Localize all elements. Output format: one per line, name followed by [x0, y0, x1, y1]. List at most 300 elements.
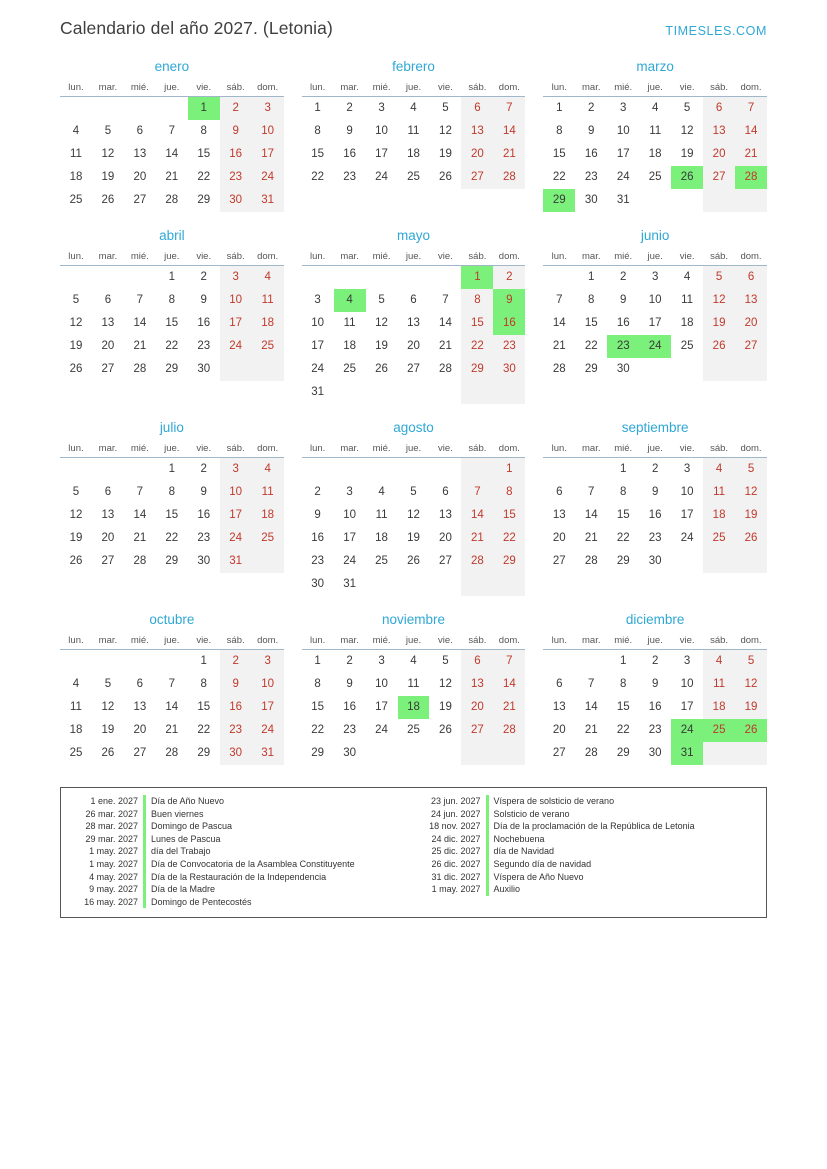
day-cell[interactable] [366, 504, 398, 527]
day-cell[interactable] [188, 650, 220, 674]
day-cell[interactable] [156, 481, 188, 504]
day-cell[interactable] [461, 650, 493, 674]
day-cell[interactable] [124, 504, 156, 527]
day-cell[interactable] [493, 719, 525, 742]
day-cell[interactable] [543, 673, 575, 696]
day-cell[interactable] [302, 673, 334, 696]
day-cell[interactable] [639, 120, 671, 143]
day-cell[interactable] [493, 696, 525, 719]
day-cell[interactable] [60, 719, 92, 742]
day-cell[interactable] [639, 527, 671, 550]
day-cell[interactable] [543, 527, 575, 550]
day-cell[interactable] [493, 358, 525, 381]
day-cell[interactable] [252, 527, 284, 550]
day-cell[interactable] [671, 696, 703, 719]
day-cell[interactable] [188, 97, 220, 121]
day-cell[interactable] [366, 481, 398, 504]
day-cell[interactable] [252, 120, 284, 143]
day-cell[interactable] [493, 266, 525, 290]
day-cell[interactable] [302, 742, 334, 765]
day-cell[interactable] [429, 166, 461, 189]
day-cell[interactable] [124, 358, 156, 381]
day-cell[interactable] [92, 358, 124, 381]
day-cell[interactable] [429, 289, 461, 312]
day-cell[interactable] [493, 166, 525, 189]
day-cell[interactable] [429, 696, 461, 719]
site-brand[interactable]: TIMESLES.COM [665, 24, 767, 38]
day-cell[interactable] [671, 527, 703, 550]
day-cell[interactable] [429, 120, 461, 143]
day-cell[interactable] [92, 527, 124, 550]
day-cell[interactable] [60, 481, 92, 504]
day-cell[interactable] [671, 312, 703, 335]
day-cell[interactable] [252, 481, 284, 504]
day-cell[interactable] [220, 650, 252, 674]
day-cell[interactable] [575, 696, 607, 719]
day-cell[interactable] [124, 120, 156, 143]
day-cell[interactable] [607, 335, 639, 358]
day-cell[interactable] [220, 550, 252, 573]
day-cell[interactable] [543, 719, 575, 742]
day-cell[interactable] [302, 481, 334, 504]
day-cell[interactable] [188, 289, 220, 312]
day-cell[interactable] [735, 696, 767, 719]
day-cell[interactable] [252, 143, 284, 166]
day-cell[interactable] [334, 335, 366, 358]
day-cell[interactable] [607, 289, 639, 312]
day-cell[interactable] [703, 458, 735, 482]
day-cell[interactable] [607, 97, 639, 121]
day-cell[interactable] [639, 266, 671, 290]
day-cell[interactable] [156, 696, 188, 719]
day-cell[interactable] [156, 358, 188, 381]
day-cell[interactable] [302, 504, 334, 527]
day-cell[interactable] [543, 97, 575, 121]
day-cell[interactable] [735, 143, 767, 166]
day-cell[interactable] [302, 527, 334, 550]
day-cell[interactable] [334, 719, 366, 742]
day-cell[interactable] [366, 696, 398, 719]
day-cell[interactable] [366, 719, 398, 742]
day-cell[interactable] [302, 696, 334, 719]
day-cell[interactable] [302, 143, 334, 166]
day-cell[interactable] [429, 97, 461, 121]
day-cell[interactable] [252, 458, 284, 482]
day-cell[interactable] [124, 550, 156, 573]
day-cell[interactable] [429, 335, 461, 358]
day-cell[interactable] [60, 696, 92, 719]
day-cell[interactable] [188, 143, 220, 166]
day-cell[interactable] [735, 97, 767, 121]
day-cell[interactable] [398, 550, 430, 573]
day-cell[interactable] [735, 335, 767, 358]
day-cell[interactable] [60, 550, 92, 573]
day-cell[interactable] [543, 312, 575, 335]
day-cell[interactable] [639, 550, 671, 573]
day-cell[interactable] [334, 143, 366, 166]
day-cell[interactable] [639, 458, 671, 482]
day-cell[interactable] [334, 696, 366, 719]
day-cell[interactable] [156, 335, 188, 358]
day-cell[interactable] [671, 504, 703, 527]
day-cell[interactable] [493, 550, 525, 573]
day-cell[interactable] [543, 550, 575, 573]
day-cell[interactable] [607, 266, 639, 290]
day-cell[interactable] [607, 696, 639, 719]
day-cell[interactable] [671, 650, 703, 674]
day-cell[interactable] [429, 481, 461, 504]
day-cell[interactable] [735, 504, 767, 527]
day-cell[interactable] [543, 504, 575, 527]
day-cell[interactable] [575, 335, 607, 358]
day-cell[interactable] [220, 289, 252, 312]
day-cell[interactable] [60, 312, 92, 335]
day-cell[interactable] [639, 673, 671, 696]
day-cell[interactable] [188, 266, 220, 290]
day-cell[interactable] [735, 527, 767, 550]
day-cell[interactable] [607, 312, 639, 335]
day-cell[interactable] [671, 166, 703, 189]
day-cell[interactable] [575, 742, 607, 765]
day-cell[interactable] [398, 335, 430, 358]
day-cell[interactable] [334, 573, 366, 596]
day-cell[interactable] [188, 527, 220, 550]
day-cell[interactable] [302, 573, 334, 596]
day-cell[interactable] [575, 481, 607, 504]
day-cell[interactable] [461, 696, 493, 719]
day-cell[interactable] [366, 166, 398, 189]
day-cell[interactable] [220, 719, 252, 742]
day-cell[interactable] [607, 358, 639, 381]
day-cell[interactable] [735, 650, 767, 674]
day-cell[interactable] [334, 650, 366, 674]
day-cell[interactable] [639, 143, 671, 166]
day-cell[interactable] [302, 166, 334, 189]
day-cell[interactable] [156, 504, 188, 527]
day-cell[interactable] [429, 650, 461, 674]
day-cell[interactable] [543, 481, 575, 504]
day-cell[interactable] [220, 143, 252, 166]
day-cell[interactable] [92, 550, 124, 573]
day-cell[interactable] [92, 289, 124, 312]
day-cell[interactable] [735, 719, 767, 742]
day-cell[interactable] [429, 143, 461, 166]
day-cell[interactable] [92, 189, 124, 212]
day-cell[interactable] [302, 289, 334, 312]
day-cell[interactable] [156, 312, 188, 335]
day-cell[interactable] [543, 189, 575, 212]
day-cell[interactable] [429, 719, 461, 742]
day-cell[interactable] [366, 650, 398, 674]
day-cell[interactable] [124, 481, 156, 504]
day-cell[interactable] [575, 312, 607, 335]
day-cell[interactable] [60, 166, 92, 189]
day-cell[interactable] [92, 312, 124, 335]
day-cell[interactable] [156, 289, 188, 312]
day-cell[interactable] [493, 504, 525, 527]
day-cell[interactable] [252, 719, 284, 742]
day-cell[interactable] [735, 673, 767, 696]
day-cell[interactable] [461, 504, 493, 527]
day-cell[interactable] [703, 335, 735, 358]
day-cell[interactable] [429, 673, 461, 696]
day-cell[interactable] [156, 527, 188, 550]
day-cell[interactable] [92, 673, 124, 696]
day-cell[interactable] [639, 335, 671, 358]
day-cell[interactable] [220, 504, 252, 527]
day-cell[interactable] [124, 166, 156, 189]
day-cell[interactable] [607, 166, 639, 189]
day-cell[interactable] [252, 673, 284, 696]
day-cell[interactable] [60, 120, 92, 143]
day-cell[interactable] [188, 719, 220, 742]
day-cell[interactable] [607, 458, 639, 482]
day-cell[interactable] [252, 266, 284, 290]
day-cell[interactable] [493, 527, 525, 550]
day-cell[interactable] [334, 550, 366, 573]
day-cell[interactable] [92, 742, 124, 765]
day-cell[interactable] [60, 742, 92, 765]
day-cell[interactable] [398, 527, 430, 550]
day-cell[interactable] [124, 289, 156, 312]
day-cell[interactable] [220, 312, 252, 335]
day-cell[interactable] [334, 358, 366, 381]
day-cell[interactable] [398, 120, 430, 143]
day-cell[interactable] [60, 189, 92, 212]
day-cell[interactable] [671, 458, 703, 482]
day-cell[interactable] [398, 97, 430, 121]
day-cell[interactable] [302, 120, 334, 143]
day-cell[interactable] [575, 504, 607, 527]
day-cell[interactable] [252, 335, 284, 358]
day-cell[interactable] [543, 120, 575, 143]
day-cell[interactable] [735, 312, 767, 335]
day-cell[interactable] [671, 719, 703, 742]
day-cell[interactable] [671, 97, 703, 121]
day-cell[interactable] [334, 527, 366, 550]
day-cell[interactable] [124, 335, 156, 358]
day-cell[interactable] [398, 312, 430, 335]
day-cell[interactable] [493, 335, 525, 358]
day-cell[interactable] [334, 120, 366, 143]
day-cell[interactable] [461, 143, 493, 166]
day-cell[interactable] [302, 719, 334, 742]
day-cell[interactable] [639, 312, 671, 335]
day-cell[interactable] [461, 673, 493, 696]
day-cell[interactable] [334, 289, 366, 312]
day-cell[interactable] [607, 481, 639, 504]
day-cell[interactable] [124, 719, 156, 742]
day-cell[interactable] [124, 742, 156, 765]
day-cell[interactable] [461, 335, 493, 358]
day-cell[interactable] [156, 719, 188, 742]
day-cell[interactable] [366, 97, 398, 121]
day-cell[interactable] [92, 696, 124, 719]
day-cell[interactable] [703, 504, 735, 527]
day-cell[interactable] [639, 504, 671, 527]
day-cell[interactable] [188, 166, 220, 189]
day-cell[interactable] [220, 266, 252, 290]
day-cell[interactable] [607, 742, 639, 765]
day-cell[interactable] [703, 650, 735, 674]
day-cell[interactable] [543, 335, 575, 358]
day-cell[interactable] [461, 312, 493, 335]
day-cell[interactable] [60, 504, 92, 527]
day-cell[interactable] [366, 120, 398, 143]
day-cell[interactable] [252, 650, 284, 674]
day-cell[interactable] [575, 550, 607, 573]
day-cell[interactable] [302, 97, 334, 121]
day-cell[interactable] [398, 650, 430, 674]
day-cell[interactable] [607, 719, 639, 742]
day-cell[interactable] [575, 289, 607, 312]
day-cell[interactable] [607, 550, 639, 573]
day-cell[interactable] [461, 358, 493, 381]
day-cell[interactable] [252, 166, 284, 189]
day-cell[interactable] [398, 481, 430, 504]
day-cell[interactable] [493, 458, 525, 482]
day-cell[interactable] [92, 120, 124, 143]
day-cell[interactable] [334, 504, 366, 527]
day-cell[interactable] [543, 742, 575, 765]
day-cell[interactable] [493, 673, 525, 696]
day-cell[interactable] [671, 289, 703, 312]
day-cell[interactable] [124, 696, 156, 719]
day-cell[interactable] [543, 289, 575, 312]
day-cell[interactable] [607, 673, 639, 696]
day-cell[interactable] [220, 97, 252, 121]
day-cell[interactable] [188, 189, 220, 212]
day-cell[interactable] [92, 335, 124, 358]
day-cell[interactable] [398, 289, 430, 312]
day-cell[interactable] [92, 481, 124, 504]
day-cell[interactable] [252, 696, 284, 719]
day-cell[interactable] [92, 143, 124, 166]
day-cell[interactable] [220, 166, 252, 189]
day-cell[interactable] [671, 481, 703, 504]
day-cell[interactable] [703, 527, 735, 550]
day-cell[interactable] [703, 120, 735, 143]
day-cell[interactable] [398, 504, 430, 527]
day-cell[interactable] [188, 358, 220, 381]
day-cell[interactable] [575, 266, 607, 290]
day-cell[interactable] [703, 289, 735, 312]
day-cell[interactable] [124, 143, 156, 166]
day-cell[interactable] [639, 289, 671, 312]
day-cell[interactable] [671, 742, 703, 765]
day-cell[interactable] [334, 481, 366, 504]
day-cell[interactable] [220, 189, 252, 212]
day-cell[interactable] [461, 550, 493, 573]
day-cell[interactable] [607, 504, 639, 527]
day-cell[interactable] [703, 696, 735, 719]
day-cell[interactable] [575, 719, 607, 742]
day-cell[interactable] [156, 166, 188, 189]
day-cell[interactable] [703, 673, 735, 696]
day-cell[interactable] [302, 312, 334, 335]
day-cell[interactable] [252, 504, 284, 527]
day-cell[interactable] [703, 97, 735, 121]
day-cell[interactable] [188, 696, 220, 719]
day-cell[interactable] [366, 312, 398, 335]
day-cell[interactable] [703, 166, 735, 189]
day-cell[interactable] [220, 335, 252, 358]
day-cell[interactable] [156, 742, 188, 765]
day-cell[interactable] [735, 481, 767, 504]
day-cell[interactable] [671, 266, 703, 290]
day-cell[interactable] [639, 650, 671, 674]
day-cell[interactable] [493, 481, 525, 504]
day-cell[interactable] [366, 335, 398, 358]
day-cell[interactable] [671, 335, 703, 358]
day-cell[interactable] [703, 312, 735, 335]
day-cell[interactable] [334, 312, 366, 335]
day-cell[interactable] [188, 458, 220, 482]
day-cell[interactable] [220, 458, 252, 482]
day-cell[interactable] [493, 312, 525, 335]
day-cell[interactable] [398, 358, 430, 381]
day-cell[interactable] [493, 143, 525, 166]
day-cell[interactable] [607, 650, 639, 674]
day-cell[interactable] [302, 550, 334, 573]
day-cell[interactable] [220, 481, 252, 504]
day-cell[interactable] [252, 97, 284, 121]
day-cell[interactable] [60, 527, 92, 550]
day-cell[interactable] [124, 189, 156, 212]
day-cell[interactable] [607, 143, 639, 166]
day-cell[interactable] [461, 481, 493, 504]
day-cell[interactable] [398, 719, 430, 742]
day-cell[interactable] [543, 143, 575, 166]
day-cell[interactable] [60, 673, 92, 696]
day-cell[interactable] [302, 335, 334, 358]
day-cell[interactable] [60, 289, 92, 312]
day-cell[interactable] [92, 719, 124, 742]
day-cell[interactable] [703, 719, 735, 742]
day-cell[interactable] [252, 189, 284, 212]
day-cell[interactable] [461, 527, 493, 550]
day-cell[interactable] [575, 673, 607, 696]
day-cell[interactable] [461, 266, 493, 290]
day-cell[interactable] [607, 527, 639, 550]
day-cell[interactable] [366, 289, 398, 312]
day-cell[interactable] [639, 97, 671, 121]
day-cell[interactable] [703, 481, 735, 504]
day-cell[interactable] [220, 673, 252, 696]
day-cell[interactable] [429, 550, 461, 573]
day-cell[interactable] [543, 358, 575, 381]
day-cell[interactable] [671, 673, 703, 696]
day-cell[interactable] [188, 742, 220, 765]
day-cell[interactable] [156, 266, 188, 290]
day-cell[interactable] [366, 143, 398, 166]
day-cell[interactable] [366, 527, 398, 550]
day-cell[interactable] [735, 289, 767, 312]
day-cell[interactable] [461, 289, 493, 312]
day-cell[interactable] [302, 381, 334, 404]
day-cell[interactable] [302, 358, 334, 381]
day-cell[interactable] [575, 527, 607, 550]
day-cell[interactable] [639, 719, 671, 742]
day-cell[interactable] [575, 166, 607, 189]
day-cell[interactable] [252, 312, 284, 335]
day-cell[interactable] [156, 189, 188, 212]
day-cell[interactable] [220, 120, 252, 143]
day-cell[interactable] [188, 120, 220, 143]
day-cell[interactable] [461, 97, 493, 121]
day-cell[interactable] [188, 312, 220, 335]
day-cell[interactable] [92, 166, 124, 189]
